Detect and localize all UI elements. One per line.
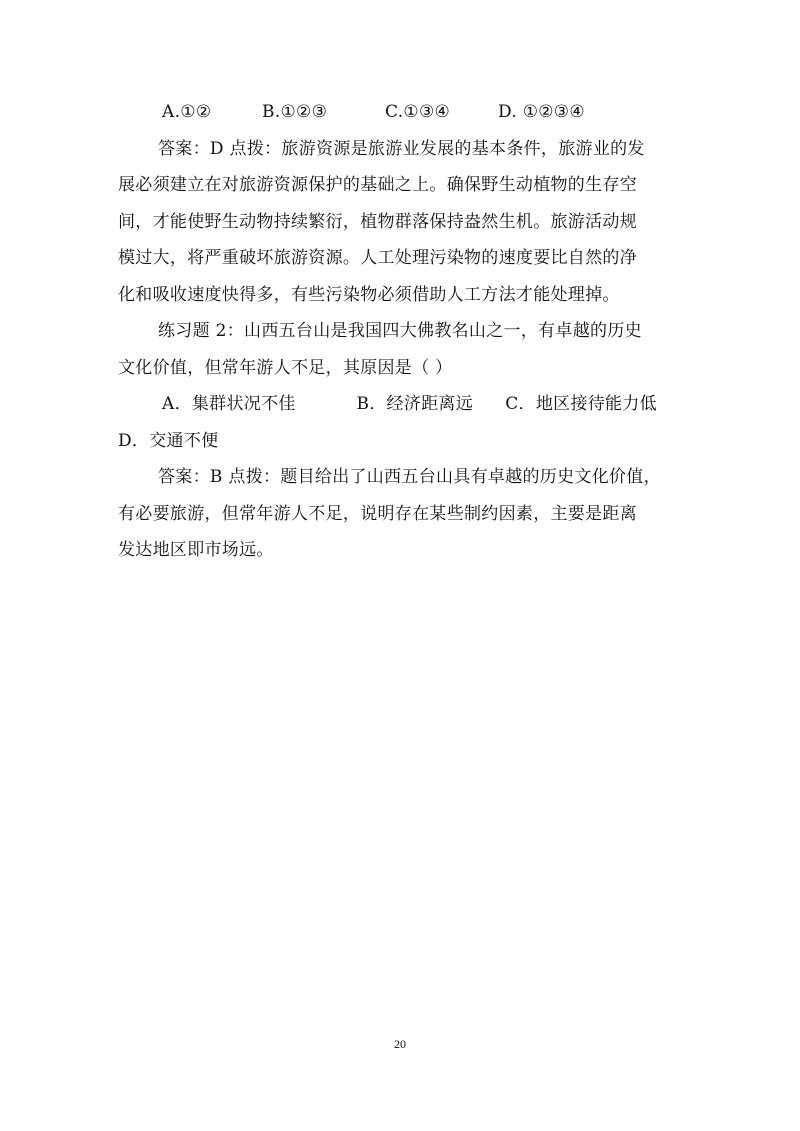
answer-line: 答案：D 点拨：旅游资源是旅游业发展的基本条件，旅游业的发	[158, 138, 645, 159]
stem-line: 文化价值，但常年游人不足，其原因是（ ）	[118, 357, 453, 378]
answer-line: 化和吸收速度快得多，有些污染物必须借助人工方法才能处理掉。	[118, 284, 620, 305]
answer-line: 发达地区即市场远。	[118, 540, 274, 560]
question1-answer	[118, 131, 658, 314]
option-b: B．经济距离远	[356, 394, 474, 414]
stem-line: 练习题 2：山西五台山是我国四大佛教名山之一，有卓越的历史	[158, 321, 642, 341]
page-content	[118, 94, 661, 569]
answer-line: 展必须建立在对旅游资源保护的基础之上。确保野生动植物的生存空	[118, 175, 637, 195]
option-a: A．集群状况不佳	[162, 394, 296, 414]
option-d: D. ①②③④	[498, 102, 585, 122]
option-c: C.①③④	[385, 102, 451, 122]
question2-options	[162, 386, 658, 423]
answer-line: 模过大，将严重破坏旅游资源。人工处理污染物的速度要比自然的净	[118, 248, 637, 268]
option-c: C．地区接待能力低	[505, 394, 657, 414]
answer-line: 有必要旅游，但常年游人不足，说明存在某些制约因素，主要是距离	[118, 503, 637, 524]
answer-line: 答案：B 点拨：题目给出了山西五台山具有卓越的历史文化价值，	[158, 467, 661, 487]
question2-stem	[118, 313, 658, 386]
option-d: D．交通不便	[118, 430, 219, 451]
option-a: A.①②	[162, 102, 212, 122]
page-number: 20	[394, 1037, 406, 1051]
question1-options	[162, 94, 658, 131]
question2-answer	[118, 459, 661, 569]
option-b: B.①②③	[262, 102, 328, 122]
answer-line: 间，才能使野生动物持续繁衍，植物群落保持盎然生机。旅游活动规	[118, 211, 637, 232]
